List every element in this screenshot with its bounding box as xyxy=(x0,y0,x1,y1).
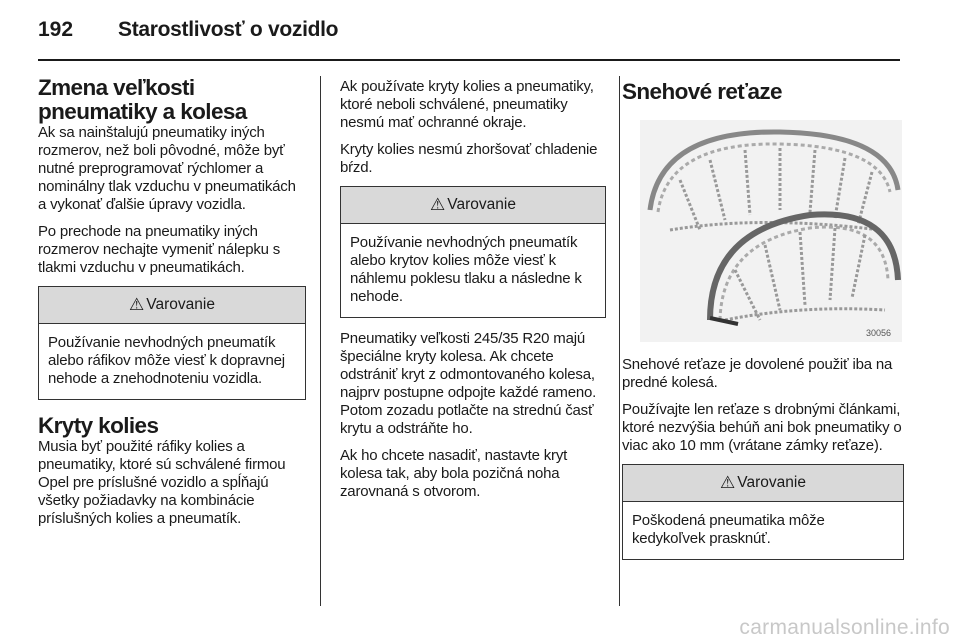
paragraph: Používajte len reťaze s drobnými článkami, ktoré nezvýšia behúň ani bok pneumatiky o viac ako 10 mm (vrátane zámky reťaze). xyxy=(622,401,902,454)
paragraph: Snehové reťaze je dovolené použiť iba na predné kolesá. xyxy=(622,356,893,391)
page-header xyxy=(38,10,338,50)
column-divider xyxy=(320,76,321,606)
paragraph: Musia byť použité ráfiky kolies a pneumatiky, ktoré sú schválené firmou Opel pre príslušné vozidlo a spĺňajú všetky požiadavky na kombinácie príslušných kolies a pneumatík. xyxy=(38,438,286,527)
warning-triangle-icon: ⚠ xyxy=(129,295,145,314)
column-left xyxy=(38,76,306,537)
warning-box xyxy=(622,464,904,560)
warning-header xyxy=(341,187,605,224)
watermark: carmanualsonline.info xyxy=(739,616,950,639)
column-right xyxy=(622,76,904,572)
warning-title: Varovanie xyxy=(447,196,516,213)
column-divider xyxy=(619,76,620,606)
snow-chains-illustration xyxy=(640,120,902,342)
column-middle xyxy=(340,78,606,510)
image-code: 30056 xyxy=(866,328,892,338)
paragraph: Kryty kolies nesmú zhoršovať chladenie bŕzd. xyxy=(340,141,598,176)
warning-header xyxy=(623,465,903,502)
warning-text: Poškodená pneumatika môže kedykoľvek prasknúť. xyxy=(632,512,825,547)
heading-wheel-covers: Kryty kolies xyxy=(38,413,159,438)
page-number: 192 xyxy=(38,18,74,41)
warning-text: Používanie nevhodných pneumatík alebo ráfikov môže viesť k dopravnej nehode a znehodnoteniu vozidla. xyxy=(48,334,285,387)
paragraph: Pneumatiky veľkosti 245/35 R20 majú špeciálne kryty kolesa. Ak chcete odstrániť kryt z odmontovaného kolesa, najprv postupne odpojte každé rameno. Potom zozadu potlačte na strednú časť krytu a odstráňte ho. xyxy=(340,330,597,437)
heading-snow-chains: Snehové reťaze xyxy=(622,79,782,104)
warning-title: Varovanie xyxy=(737,474,806,491)
warning-box xyxy=(38,286,306,400)
section-title: Starostlivosť o vozidlo xyxy=(118,18,339,41)
warning-box xyxy=(340,186,606,318)
paragraph: Po prechode na pneumatiky iných rozmerov nechajte vymeniť nálepku s tlakmi vzduchu v pneumatikách. xyxy=(38,223,281,276)
header-rule xyxy=(38,59,900,61)
warning-triangle-icon: ⚠ xyxy=(430,195,446,214)
paragraph: Ak sa nainštalujú pneumatiky iných rozmerov, než boli pôvodné, môže byť nutné preprogramovať rýchlomer a nominálny tlak vzduchu v pneumatikách a vykonať ďalšie úpravy vozidla. xyxy=(38,124,296,213)
warning-header xyxy=(39,287,305,324)
warning-text: Používanie nevhodných pneumatík alebo krytov kolies môže viesť k náhlemu poklesu tlaku a následne k nehode. xyxy=(350,234,582,305)
paragraph: Ak používate kryty kolies a pneumatiky, ktoré neboli schválené, pneumatiky nesmú mať ochranné okraje. xyxy=(340,78,594,131)
warning-triangle-icon: ⚠ xyxy=(720,473,736,492)
heading-line: pneumatiky a kolesa xyxy=(38,99,247,124)
warning-title: Varovanie xyxy=(146,296,215,313)
heading-line: Zmena veľkosti xyxy=(38,75,195,100)
heading-tire-size xyxy=(38,76,306,124)
paragraph: Ak ho chcete nasadiť, nastavte kryt kolesa tak, aby bola pozičná noha zarovnaná s otvorom. xyxy=(340,447,568,500)
